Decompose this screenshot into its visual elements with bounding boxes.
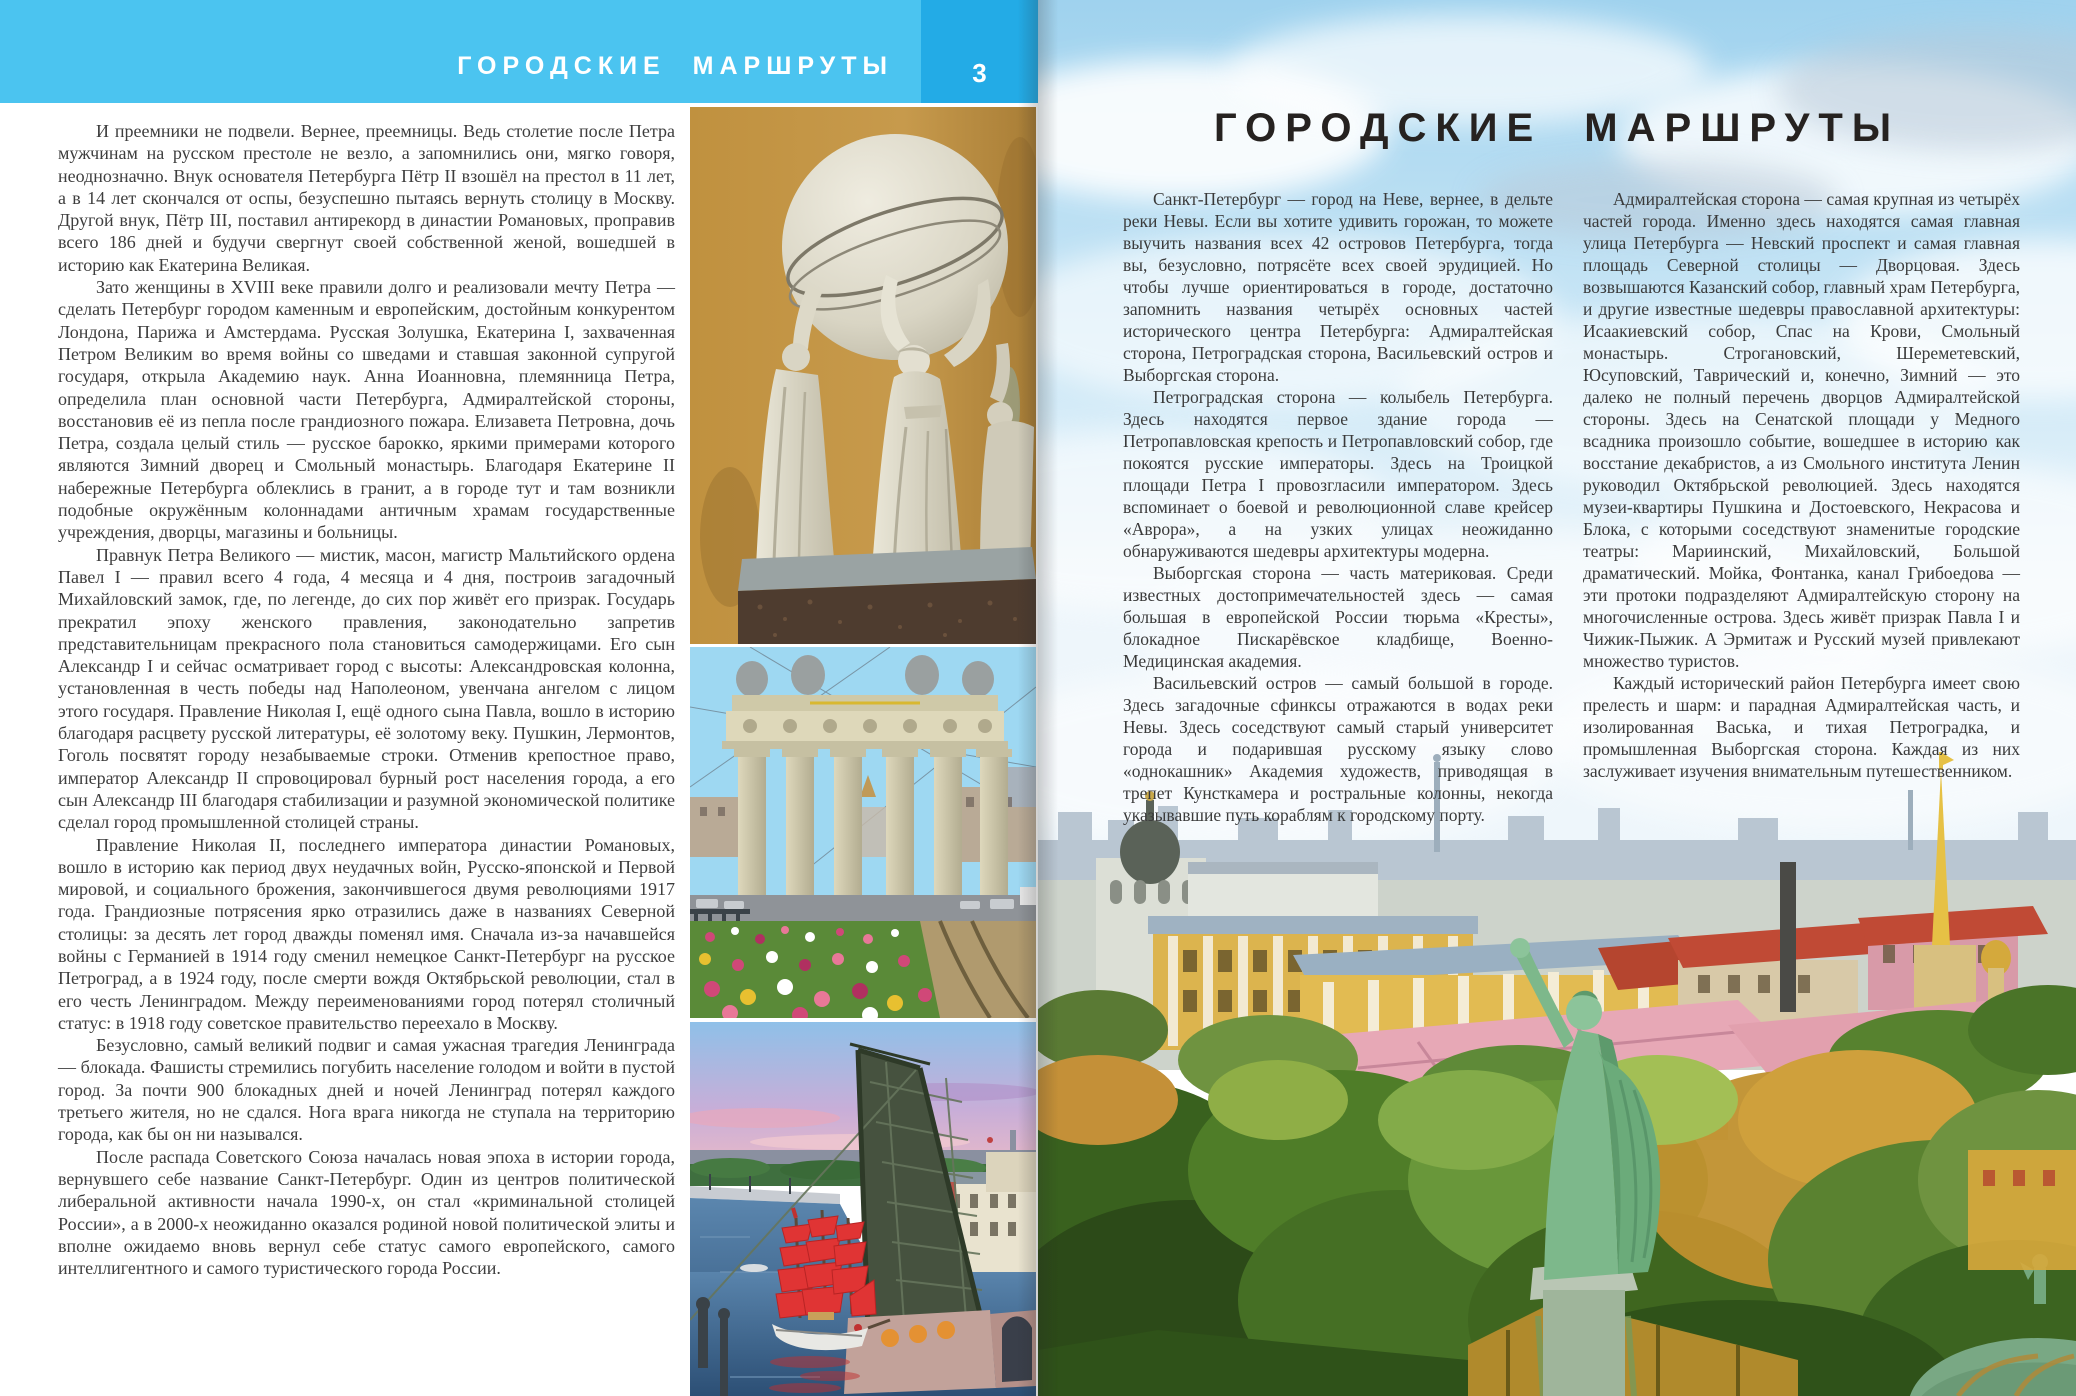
paragraph: Правнук Петра Великого — мистик, масон, магистр Мальтийского ордена Павел I — правил всего 4 года, 4 месяца и 4 дня, построив загадочный Михайловский замок, где, по легенде, до сих пор живёт его призрак. Государь прекратил эпоху женского правления, законодательно запретив представительницам прекрасного пола становиться самодержицами. Его сын Александр I и сейчас осматривает город с высоты: Александровская колонна, установленная в честь победы над Наполеоном, увенчана ангелом с лицом этого государя. Правление Николая I, ещё одного сына Павла, вошло в историю благодаря расцвету русской литературы, её золотому веку. Пушкин, Лермонтов, Гоголь посвятят городу незабываемые строки. Отменив крепостное право, император Александр II спровоцировал бурный рост населения города, а его сын Александр III благодаря стабилизации и разумной экономической политике сделал город промышленной столицей страны. — [58, 544, 675, 833]
paragraph: После распада Советского Союза началась новая эпоха в истории города, вернувшего себе название Санкт-Петербург. Один из центров политической либеральной активности начала 1990-х, он стал «криминальной столицей России», а в 2000-х неожиданно оказался родиной новой политической элиты и вполне ожидаемо вновь вернул себе статус самого европейского, самого интеллигентного и самого туристического города России. — [58, 1146, 675, 1279]
page-number: 3 — [972, 58, 987, 88]
paragraph: Правление Николая II, последнего императора династии Романовых, вошло в историю как период двух неудачных войн, Русско-японской и Первой мировой, и социального брожения, закончившегося двумя революциями 1917 года. Грандиозные потрясения ярко отразились даже в названиях Северной столицы: за десять лет город дважды поменял имя. Сначала из-за начавшейся войны с Германией в 1914 году сменил немецкое Санкт-Петербург на русское Петроград, а в 1924 году, после смерти вождя Октябрьской революции, стал в его честь Ленинградом. Между переименованиями город потерял столичный статус: в 1918 году советское правительство переехало в Москву. — [58, 834, 675, 1033]
paragraph: Васильевский остров — самый большой в городе. Здесь загадочные сфинксы отражаются в водах реки Невы. Здесь соседствуют самый старый университет города и подарившая русскому языку слово «однокашник» Академия художеств, приводящая в трепет Кунсткамера и ростральные колонны, некогда указывавшие путь кораблям к городскому порту. — [1123, 673, 1553, 825]
page-header-bar — [0, 0, 921, 103]
paragraph: Петроградская сторона — колыбель Петербурга. Здесь находятся первое здание города — Петропавловская крепость и Петропавловский собор, где покоятся русские императоры. Здесь на Троицкой площади Петра I провозгласили императором. Здесь вспоминает о боевой и революционной славе крейсер «Аврора», а на узких улицах неожиданно обнаруживаются шедевры архитектуры модерна. — [1123, 387, 1553, 561]
paragraph: Санкт-Петербург — город на Неве, вернее, в дельте реки Невы. Если вы хотите удивить горожан, то можете выучить названия всех 42 островов Петербурга, тогда вы, безусловно, потрясёте всех своей эрудицией. Но чтобы лучше ориентироваться в городе, достаточно запомнить названия четырёх основных частей исторического центра Петербурга: Адмиралтейская сторона, Петроградская сторона, Васильевский остров и Выборгская сторона. — [1123, 189, 1553, 385]
paragraph: Адмиралтейская сторона — самая крупная из четырёх частей города. Именно здесь находятся самая главная улица Петербурга — Невский проспект и самая главная площадь Северной столицы — Дворцовая. Здесь возвышаются Казанский собор, главный храм Петербурга, и другие известные шедевры православной архитектуры: Исаакиевский собор, Спас на Крови, Смольный монастырь. Строгановский, Шереметевский, Юсуповский, Таврический и, конечно, Зимний — это далеко не полный перечень дворцов Адмиралтейской стороны. Здесь на Сенатской площади у Медного всадника произошло событие, вошедшее в историю как восстание декабристов, а из Смольного института Ленин руководил Октябрьской революцией. Здесь находятся музеи-квартиры Пушкина и Достоевского, Некрасова и Блока, с которыми соседствуют знаменитые городские театры: Мариинский, Михайловский, Большой драматический. Мойка, Фонтанка, канал Грибоедова — эти протоки подразделяют Адмиралтейскую сторону на многочисленные острова. Здесь живёт призрак Павла I и Чижик-Пыжик. А Эрмитаж и Русский музей привлекают множество туристов. — [1583, 189, 2020, 671]
paragraph: Зато женщины в XVIII веке правили долго и реализовали мечту Петра — сделать Петербург городом каменным и европейским, достойным конкурентом Лондона, Парижа и Амстердама. Русская Золушка, Екатерина I, захваченная Петром Великим во время войны со шведами и ставшая законной супругой государя, открыла Академию наук. Анна Иоанновна, племянница Петра, определила план основной части Петербурга, Адмиралтейской стороны, восстановив её из пепла после грандиозного пожара. Елизавета Петровна, дочь Петра, создала целый стиль — русское барокко, яркими примерами которого являются Зимний дворец и Смольный монастырь. Благодаря Екатерине II набережные Петербурга облеклись в гранит, а в городе тут и там возникли подобные окружённым колоннадами античным храмам государственные учреждения, дворцы, магазины и больницы. — [58, 277, 675, 543]
paragraph: И преемники не подвели. Вернее, преемницы. Ведь столетие после Петра мужчинам на русском престоле не везло, а запомнились они, мягко говоря, неоднозначно. Внук основателя Петербурга Пётр II взошёл на престол в 11 лет, а в 14 лет скончался от оспы, безуспешно пытаясь вернуть столицу в Москву. Другой внук, Пётр III, поставил антирекорд в династии Романовых, проправив всего 186 дней и будучи свергнут своей собственной женой, вошедшей в историю как Екатерина Великая. — [58, 121, 675, 275]
left-text-column — [58, 120, 675, 1279]
caryatids-sphere-photo — [690, 107, 1036, 644]
paragraph: Безусловно, самый великий подвиг и самая ужасная трагедия Ленинграда — блокада. Фашисты стремились погубить население голодом и войти в пустой город. За почти 900 блокадных дней и ночей Ленинград потерял каждого третьего жителя, но не сдался. Нога врага никогда не ступала на территорию города, как бы он ни назывался. — [58, 1035, 675, 1145]
paragraph: Выборгская сторона — часть материковая. Среди известных достопримечательностей здесь — самая большая в европейской России тюрьма «Кресты», блокадное Пискарёвское кладбище, Военно-Медицинская академия. — [1123, 563, 1553, 671]
right-text-column-1 — [1123, 188, 1553, 826]
right-page — [1038, 0, 2076, 1396]
scarlet-sails-photo — [690, 1022, 1036, 1396]
right-page-title: ГОРОДСКИЕ МАРШРУТЫ — [1213, 106, 1901, 150]
header-title: ГОРОДСКИЕ МАРШРУТЫ — [457, 52, 893, 80]
page-number-box — [921, 0, 1038, 103]
paragraph: Каждый исторический район Петербурга имеет свою прелесть и шарм: и парадная Адмиралтейская часть, и изолированная Васька, и тихая Петроградка, и промышленная Выборгская сторона. Каждая из них заслуживает изучения внимательным путешественником. — [1583, 673, 2020, 781]
moscow-gate-photo — [690, 647, 1036, 1018]
right-text-column-2 — [1583, 188, 2020, 782]
